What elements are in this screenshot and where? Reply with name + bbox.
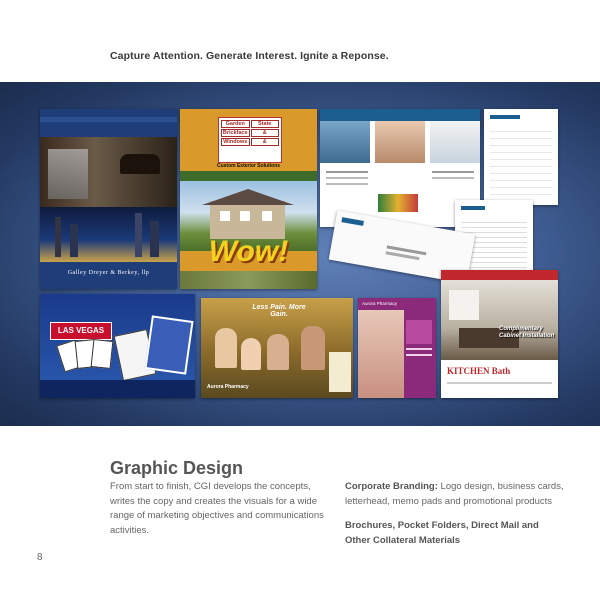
kitchen-bath-logo: KITCHEN Bath (447, 366, 511, 376)
logo-word: & (251, 138, 280, 146)
aurora-purple-mailer (358, 298, 436, 398)
aurora-purple-logo: Aurora Pharmacy (362, 301, 398, 306)
corporate-branding-item (345, 480, 565, 509)
section-title: Graphic Design (110, 458, 244, 478)
logo-word: & (251, 129, 280, 137)
wow-headline: Wow! (208, 235, 289, 268)
logo-word: Garden (221, 120, 250, 128)
logo-word: State (251, 120, 280, 128)
kitchen-photo (441, 280, 558, 360)
garden-state-logo (218, 117, 282, 163)
las-vegas-sign: LAS VEGAS (50, 322, 112, 340)
complimentary-text: Complimentary Cabinet Installation (499, 326, 555, 339)
page-number: 8 (37, 552, 43, 563)
law-firm-name: Galley Dreyer & Berkey, llp (67, 270, 150, 276)
garden-state-brochure (180, 109, 317, 289)
kitchen-bath-mailer (441, 270, 558, 398)
aurora-chart-sheet (484, 109, 558, 205)
less-pain-headline: Less Pain. More Gain. (252, 304, 306, 318)
tagline: Capture Attention. Generate Interest. Ignite a Reponse. (110, 50, 389, 62)
section-description: From start to finish, CGI develops the concepts, writes the copy and creates the visuals for a wide range of marketing objectives and communications activities. (110, 481, 324, 536)
brochures-item: Brochures, Pocket Folders, Direct Mail and Other Collateral Materials (345, 520, 539, 546)
logo-word: Brickface (222, 130, 248, 136)
portfolio-showcase-band (0, 82, 600, 426)
less-pain-aurora-logo: Aurora Pharmacy (207, 384, 249, 390)
corporate-branding-label: Corporate Branding: (345, 481, 438, 492)
less-pain-mailer (201, 298, 353, 398)
law-firm-folder (40, 109, 177, 289)
logo-word: Windows (221, 138, 250, 146)
corporate-branding-text: Logo design, business cards, letterhead, memo pads and promotional products (345, 481, 564, 507)
services-list (345, 480, 565, 548)
las-vegas-mailer (40, 294, 195, 398)
custom-exterior-text: Custom Exterior Solutions (216, 163, 281, 169)
